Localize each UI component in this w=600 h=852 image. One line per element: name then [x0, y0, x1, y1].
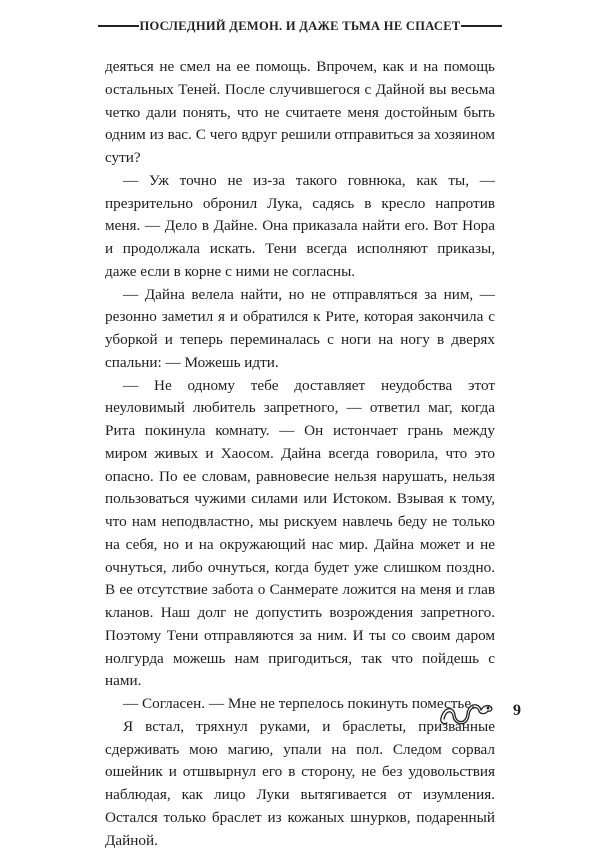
body-text — [105, 56, 495, 852]
paragraph: — Не одному тебе доставляет неудобства этот неуловимый любитель запретного, — ответил маг, когда Рита покинула комнату. — Он истончает грань между миром живых и Хаосом. Дайна всегда говорила, что это опасно. По ее словам, равновесие нельзя нарушать, нельзя пользоваться чужими силами или Истоком. Взывая к тому, что нам неподвластно, мы рискуем навлечь беду не только на себя, но и на окружающий нас мир. Дайна может и не очнуться, либо очнуться, когда будет уже слишком поздно. В ее отсутствие забота о Санмерате ложится на меня и глав кланов. Наш долг не допустить возрождения запретного. Поэтому Тени отправляются за ним. И ты со своим даром нолгурда можешь нам пригодиться, так что пойдешь с нами. — [105, 376, 495, 690]
snake-ornament-icon — [438, 688, 496, 732]
paragraph: деяться не смел на ее помощь. Впрочем, как и на помощь остальных Теней. После случившегося с Дайной вы весьма четко дали понять, что не считаете меня достойным быть одним из вас. С чего вдруг решили отправиться за хозяином сути? — [105, 58, 495, 166]
running-header — [98, 16, 502, 36]
paragraph: — Уж точно не из-за такого говнюка, как ты, — презрительно обронил Лука, садясь в кресло напротив меня. — Дело в Дайне. Она приказала найти его. Вот Нора и продолжала искать. Тени всегда исполняют приказы, даже если в корне с ними не согласны. — [105, 171, 495, 280]
page-number: 9 — [513, 702, 521, 719]
paragraph: — Дайна велела найти, но не отправляться за ним, — резонно заметил я и обратился к Рите, которая закончила с уборкой и теперь переминалась с ноги на ногу в дверях спальни: — Можешь идти. — [105, 285, 495, 371]
header-rule-right — [461, 25, 502, 27]
paragraph: Я встал, тряхнул руками, и браслеты, призванные сдерживать мою магию, упали на пол. Следом сорвал ошейник и отшвырнул его в сторону, не без удовольствия наблюдая, как лицо Луки вытягивается от изумления. Остался только браслет из кожаных шнурков, подаренный Дайной. — [105, 717, 495, 849]
paragraph: — Согласен. — Мне не терпелось покинуть поместье. — [123, 695, 475, 712]
header-rule-left — [98, 25, 139, 27]
running-header-title: ПОСЛЕДНИЙ ДЕМОН. И ДАЖЕ ТЬМА НЕ СПАСЕТ — [139, 18, 461, 33]
